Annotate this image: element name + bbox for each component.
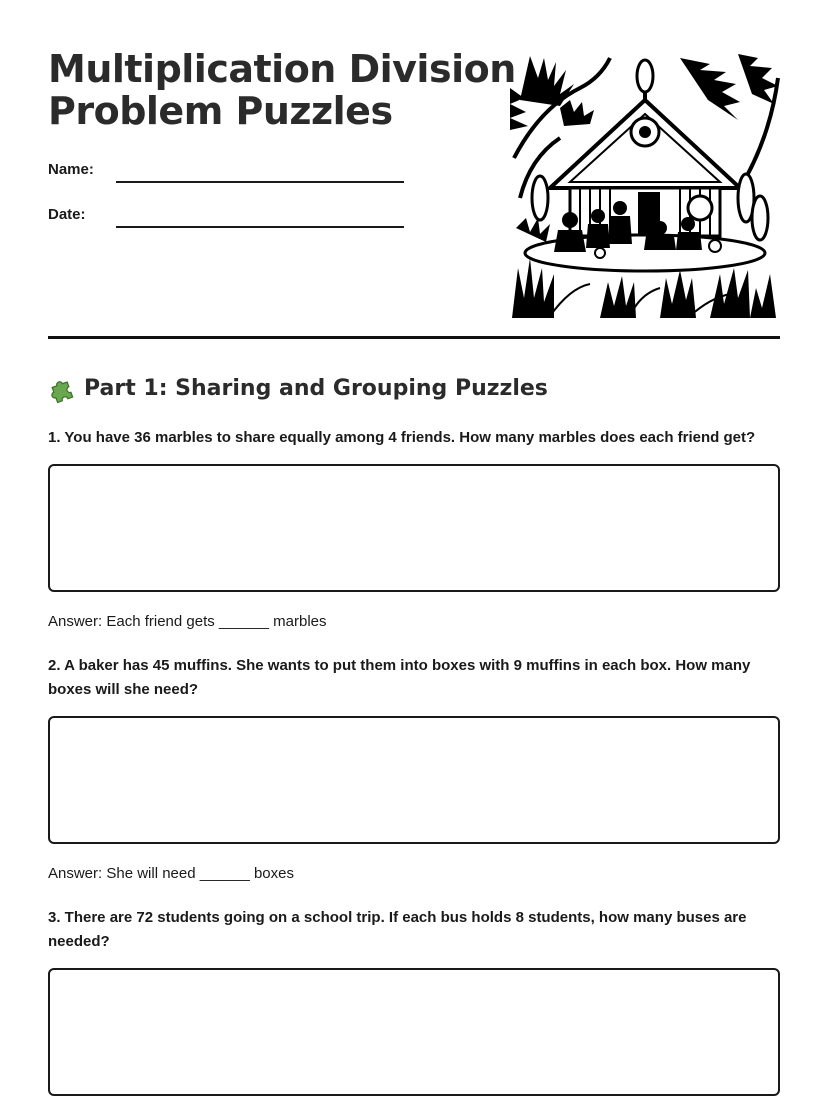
name-field[interactable]	[48, 160, 408, 186]
title-line-1: Multiplication Division	[48, 47, 516, 91]
title-line-2: Problem Puzzles	[48, 89, 393, 133]
answer-box-1[interactable]	[48, 464, 780, 592]
question-1: 1. You have 36 marbles to share equally among 4 friends. How many marbles does each friend get?	[48, 429, 756, 446]
name-label: Name:	[48, 161, 94, 178]
date-label: Date:	[48, 206, 86, 223]
meeting-house-illustration	[510, 48, 780, 318]
name-line[interactable]	[116, 181, 404, 183]
date-line[interactable]	[116, 226, 404, 228]
answer-box-3[interactable]	[48, 968, 780, 1096]
question-3: 3. There are 72 students going on a school trip. If each bus holds 8 students, how many buses are needed?	[48, 909, 747, 950]
date-field[interactable]	[48, 205, 408, 231]
part1-title: Part 1: Sharing and Grouping Puzzles	[84, 376, 548, 401]
part1-heading	[48, 372, 780, 406]
header-divider	[48, 336, 780, 339]
question-2: 2. A baker has 45 muffins. She wants to put them into boxes with 9 muffins in each box. How many boxes will she need?	[48, 657, 751, 698]
answer-line-2: Answer: She will need ______ boxes	[48, 865, 294, 882]
puzzle-piece-icon	[48, 374, 78, 404]
worksheet-title	[48, 47, 516, 133]
answer-box-2[interactable]	[48, 716, 780, 844]
answer-line-1: Answer: Each friend gets ______ marbles	[48, 613, 327, 630]
